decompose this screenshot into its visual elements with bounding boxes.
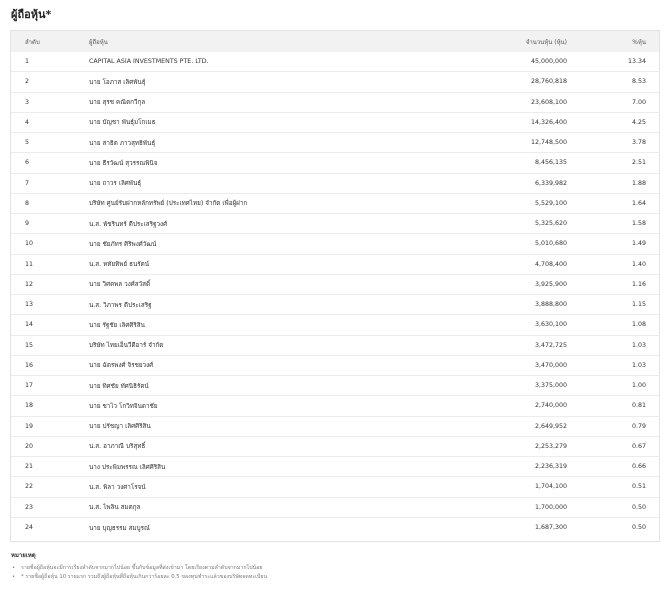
cell-holder: นาย ฉัตรพงศ์ จิรชยวงศ์	[89, 362, 154, 370]
cell-holder: น.ส. พัชรินทร์ ตีประเสริฐวงศ์	[89, 220, 168, 228]
cell-percent: 1.00	[631, 382, 646, 390]
table-row	[11, 356, 659, 376]
table-row	[11, 498, 659, 518]
cell-holder: นาย สุรช คณิตกวีกุล	[89, 99, 146, 107]
note-item	[11, 564, 611, 573]
table-row	[11, 93, 659, 113]
cell-holder: บริษัท ศูนย์รับฝากหลักทรัพย์ (ประเทศไทย) จำกัด เพื่อผู้ฝาก	[89, 200, 248, 208]
cell-shares: 14,326,400	[530, 118, 567, 126]
table-row	[11, 417, 659, 437]
cell-rank: 22	[25, 483, 34, 491]
cell-shares: 12,748,500	[530, 139, 567, 147]
cell-shares: 2,649,952	[534, 422, 567, 430]
table-row	[11, 194, 659, 214]
cell-holder: นาย บัญชา พันธุ์มโกเมธ	[89, 119, 156, 127]
cell-shares: 6,339,982	[534, 179, 567, 187]
cell-percent: 1.08	[631, 321, 646, 329]
cell-percent: 3.78	[631, 139, 646, 147]
cell-rank: 19	[25, 422, 34, 430]
page-title: ผู้ถือหุ้น*	[11, 8, 52, 21]
cell-percent: 1.03	[631, 361, 646, 369]
table-row	[11, 396, 659, 416]
cell-shares: 4,708,400	[534, 260, 567, 268]
table-row	[11, 174, 659, 194]
cell-rank: 16	[25, 361, 34, 369]
cell-percent: 4.25	[631, 118, 646, 126]
header-rank: ลำดับ	[25, 38, 40, 46]
cell-rank: 14	[25, 321, 34, 329]
cell-shares: 2,253,279	[534, 442, 567, 450]
cell-rank: 18	[25, 402, 34, 410]
cell-rank: 9	[25, 220, 30, 228]
table-row	[11, 295, 659, 315]
table-row	[11, 234, 659, 254]
cell-percent: 0.81	[631, 402, 646, 410]
table-row	[11, 214, 659, 234]
cell-percent: 1.58	[631, 220, 646, 228]
notes-section	[11, 550, 611, 581]
cell-rank: 5	[25, 139, 30, 147]
cell-holder: CAPITAL ASIA INVESTMENTS PTE. LTD.	[89, 58, 209, 66]
cell-shares: 8,456,135	[534, 159, 567, 167]
cell-holder: นาย ปรัชญา เลิศศิริสิน	[89, 423, 151, 431]
cell-holder: นาย ชาไว โกวิทจินดาชัย	[89, 402, 158, 410]
cell-rank: 11	[25, 260, 34, 268]
cell-shares: 3,630,100	[534, 321, 567, 329]
cell-shares: 3,925,900	[534, 280, 567, 288]
cell-holder: น.ส. อาภาณี บริสุทธิ์	[89, 443, 146, 451]
cell-percent: 1.16	[631, 280, 646, 288]
cell-holder: นาย ทิศชัย ทัศนิธิรัตน์	[89, 382, 149, 390]
cell-holder: บริษัท ไทยเอ็นวีดีอาร์ จำกัด	[89, 342, 164, 350]
cell-holder: น.ส. วิภาพร ตีประเสริฐ	[89, 301, 152, 309]
cell-shares: 3,375,000	[534, 382, 567, 390]
cell-rank: 17	[25, 382, 34, 390]
note-text: รายชื่อผู้ถือหุ้นจะมีการเรียงลำดับจากมากไปน้อย ขึ้นกับข้อมูลที่ส่งเข้ามา โดยเรียงตามลำดับจากมากไปน้อย	[21, 565, 263, 571]
cell-holder: น.ส. ไพลิน สมตกุล	[89, 504, 141, 512]
cell-shares: 5,010,680	[534, 240, 567, 248]
table-row	[11, 518, 659, 538]
note-item	[11, 573, 611, 582]
cell-rank: 2	[25, 78, 30, 86]
header-percent: %หุ้น	[632, 38, 646, 46]
cell-shares: 1,704,100	[534, 483, 567, 491]
cell-holder: นาย ชัยภัทร ศิริพงศ์วัฒน์	[89, 240, 157, 248]
table-row	[11, 336, 659, 356]
cell-holder: น.ส. หทัยทิพย์ ธนรัตน์	[89, 261, 150, 269]
cell-percent: 1.88	[631, 179, 646, 187]
cell-percent: 7.00	[631, 98, 646, 106]
cell-shares: 2,740,000	[534, 402, 567, 410]
table-row	[11, 133, 659, 153]
table-row	[11, 153, 659, 173]
cell-shares: 5,325,620	[534, 220, 567, 228]
table-row	[11, 437, 659, 457]
shareholders-table	[10, 30, 660, 542]
cell-rank: 15	[25, 341, 34, 349]
cell-holder: นาย รัฐชัย เลิศศิริสิน	[89, 321, 145, 329]
cell-shares: 3,472,725	[534, 341, 567, 349]
cell-holder: นาย โอภาส เลิศพันธุ์	[89, 78, 146, 86]
cell-shares: 1,700,000	[534, 503, 567, 511]
cell-percent: 2.51	[631, 159, 646, 167]
table-body	[11, 52, 659, 538]
cell-rank: 23	[25, 503, 34, 511]
bullet-icon: •	[12, 573, 16, 580]
cell-percent: 0.66	[631, 463, 646, 471]
cell-percent: 8.53	[631, 78, 646, 86]
cell-holder: นาย บุญธรรม สมบูรณ์	[89, 524, 150, 532]
table-row	[11, 255, 659, 275]
cell-holder: น.ส. พิลา วงศาโรจน์	[89, 483, 146, 491]
table-row	[11, 275, 659, 295]
bullet-icon: •	[12, 565, 16, 571]
cell-percent: 1.49	[631, 240, 646, 248]
cell-holder: นาย ถาวร เลิศพันธุ์	[89, 180, 142, 188]
cell-shares: 23,608,100	[530, 98, 567, 106]
cell-percent: 0.50	[631, 524, 646, 532]
header-shares: จำนวนหุ้น (หุ้น)	[525, 38, 567, 46]
cell-rank: 13	[25, 301, 34, 309]
cell-holder: นาย ธีรวัฒน์ สุวรรณพินิจ	[89, 159, 158, 167]
cell-rank: 7	[25, 179, 30, 187]
cell-shares: 45,000,000	[530, 58, 567, 66]
table-row	[11, 376, 659, 396]
cell-shares: 3,888,800	[534, 301, 567, 309]
notes-heading: หมายเหตุ	[11, 552, 36, 559]
cell-holder: นาย สาธิต ภาวสุทธิพันธุ์	[89, 139, 156, 147]
cell-percent: 0.50	[631, 503, 646, 511]
cell-percent: 1.15	[631, 301, 646, 309]
cell-shares: 1,687,300	[534, 524, 567, 532]
cell-rank: 6	[25, 159, 30, 167]
cell-percent: 1.03	[631, 341, 646, 349]
cell-percent: 0.79	[631, 422, 646, 430]
cell-rank: 8	[25, 199, 30, 207]
cell-shares: 28,760,818	[530, 78, 567, 86]
cell-rank: 10	[25, 240, 34, 248]
cell-holder: นาง ประพิมพรรณ เลิศศิริสิน	[89, 463, 166, 471]
cell-percent: 1.64	[631, 199, 646, 207]
cell-shares: 2,236,319	[534, 463, 567, 471]
cell-rank: 20	[25, 442, 34, 450]
cell-rank: 3	[25, 98, 30, 106]
table-row	[11, 52, 659, 72]
note-text: * รายชื่อผู้ถือหุ้น 10 รายแรก รวมถึงผู้ถือหุ้นที่ถือหุ้นเกินกว่าร้อยละ 0.5 ของทุนชำระแล้วของบริษัทจดทะเบียน	[21, 573, 268, 580]
cell-percent: 1.40	[631, 260, 646, 268]
cell-rank: 1	[25, 58, 30, 66]
cell-rank: 12	[25, 280, 34, 288]
table-header	[11, 31, 659, 52]
cell-percent: 13.34	[627, 58, 646, 66]
header-holder: ผู้ถือหุ้น	[89, 38, 108, 46]
cell-rank: 21	[25, 463, 34, 471]
cell-rank: 24	[25, 524, 34, 532]
cell-shares: 3,470,000	[534, 361, 567, 369]
cell-shares: 5,529,100	[534, 199, 567, 207]
cell-holder: นาย วิศตพล วงศ์สวัสดิ์	[89, 281, 151, 289]
table-row	[11, 72, 659, 92]
table-row	[11, 457, 659, 477]
cell-percent: 0.51	[631, 483, 646, 491]
table-row	[11, 315, 659, 335]
cell-percent: 0.67	[631, 442, 646, 450]
table-row	[11, 477, 659, 497]
table-row	[11, 113, 659, 133]
cell-rank: 4	[25, 118, 30, 126]
